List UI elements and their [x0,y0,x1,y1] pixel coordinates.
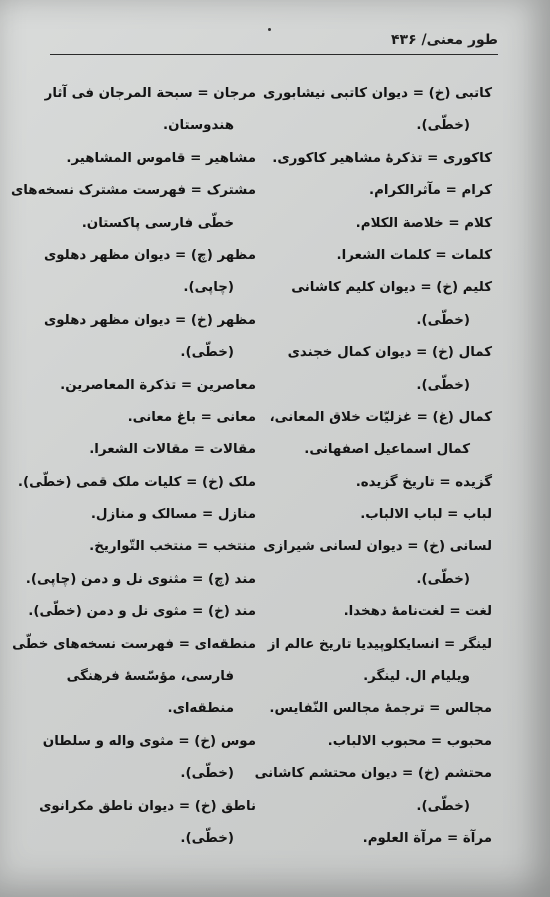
glossary-entry: مشاهیر = قاموس المشاهیر. [66,150,256,166]
glossary-entry: لسانی (خ) = دیوان لسانی شیرازی [263,539,492,555]
glossary-entry: گزیده = تاریخ گزیده. [355,474,492,490]
entry-continuation: (خطّی). [180,830,234,846]
glossary-entry: مشترک = فهرست مشترک نسخه‌های [10,183,256,199]
glossary-entry: مرآة = مرآة العلوم. [362,830,492,846]
glossary-entry: منازل = مسالک و منازل. [90,507,256,523]
entry-continuation: (خطّی). [180,766,234,782]
entry-continuation: منطقه‌ای. [167,701,234,717]
running-header [50,32,498,55]
glossary-entry: مقالات = مقالات الشعرا. [89,442,256,458]
glossary-columns [10,78,492,857]
glossary-entry: مظهر (چ) = دیوان مظهر دهلوی [43,247,256,263]
glossary-entry: کمال (خ) = دیوان کمال خجندی [287,345,492,361]
glossary-entry: کاتبی (خ) = دیوان کاتبی نیشابوری [262,86,492,101]
glossary-entry: ناطق (خ) = دیوان ناطق مکرانوی [39,798,256,814]
glossary-entry: محتشم (خ) = دیوان محتشم کاشانی [254,766,492,782]
entry-continuation: (خطّی). [416,571,470,587]
glossary-entry: کمال (غ) = غزلیّات خلاق المعانی، [269,409,492,425]
glossary-entry: مرجان = سبحة المرجان فی آثار [44,86,256,101]
glossary-entry: منطقه‌ای = فهرست نسخه‌های خطّی [12,636,256,652]
ink-speck [268,28,271,31]
entry-continuation: (خطّی). [416,377,470,393]
glossary-entry: موس (خ) = مثوی واله و سلطان [42,733,256,749]
glossary-entry: کلمات = کلمات الشعرا. [336,247,492,263]
glossary-entry: مظهر (خ) = دیوان مظهر دهلوی [43,312,256,328]
glossary-entry: منتخب = منتخب التّواریخ. [89,539,256,555]
entry-continuation: (خطّی). [416,798,470,814]
entry-continuation: ویلیام ال. لینگر. [363,669,470,685]
glossary-entry: مجالس = ترجمهٔ مجالس النّفایس. [269,701,492,717]
entry-continuation: (چاپی). [183,280,234,296]
entry-continuation: هندوستان. [163,118,234,134]
glossary-entry: مند (چ) = مثنوی نل و دمن (چاپی). [25,571,256,587]
glossary-entry: کاکوری = تذکرهٔ مشاهیر کاکوری. [272,150,492,166]
entry-continuation: (خطّی). [416,118,470,134]
left-column [10,78,256,855]
entry-continuation: (خطّی). [416,312,470,328]
entry-continuation: خطّی فارسی پاکستان. [81,215,234,231]
right-column [254,78,492,855]
glossary-entry: مند (خ) = مثوی نل و دمن (خطّی). [28,604,256,620]
glossary-entry: کرام = مآثرالکرام. [369,183,492,199]
glossary-entry: معانی = باغ معانی. [127,409,256,425]
glossary-entry: لینگر = انسایکلوپیدیا تاریخ عالم از [267,636,492,652]
glossary-entry: کلیم (خ) = دیوان کلیم کاشانی [291,280,492,296]
glossary-entry: ملک (خ) = کلیات ملک قمی (خطّی). [17,474,256,490]
running-title: طور معنی/ ۴۳۶ [391,32,498,48]
entry-continuation: (خطّی). [180,345,234,361]
glossary-entry: لباب = لباب الالباب. [360,507,492,523]
entry-continuation: کمال اسماعیل اصفهانی. [304,442,470,458]
glossary-entry: لغت = لغت‌نامهٔ دهخدا. [343,604,492,620]
glossary-entry: معاصرین = تذکرة المعاصرین. [60,377,256,393]
entry-continuation: فارسی، مؤسّسهٔ فرهنگی [66,669,234,685]
glossary-entry: محبوب = محبوب الالباب. [327,733,492,749]
glossary-entry: کلام = خلاصة الکلام. [355,215,492,231]
